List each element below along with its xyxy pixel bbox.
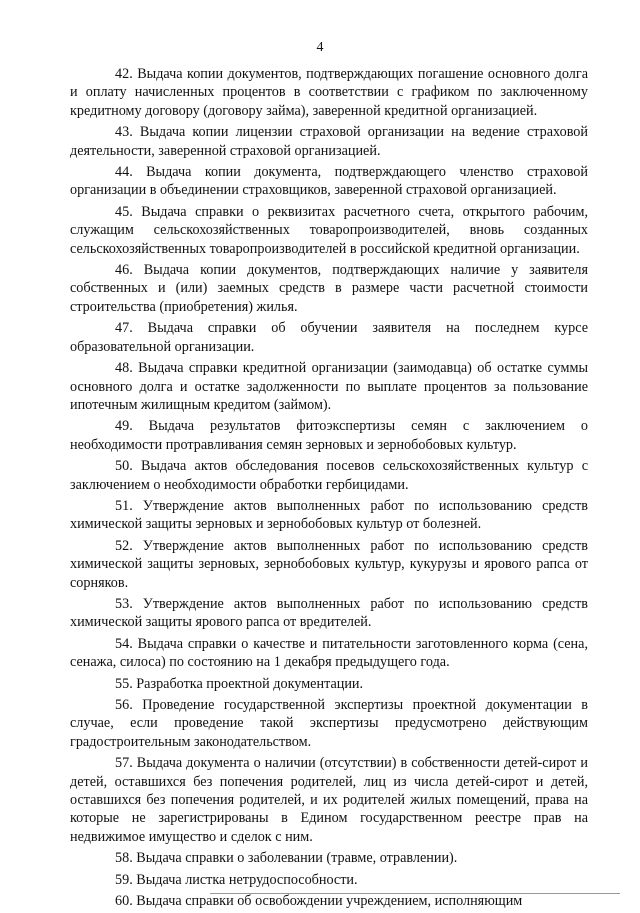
paragraph-48: 48. Выдача справки кредитной организации (заимодавца) об остатке суммы основного долга и остатке задолженности по выплате процентов за пользование ипотечным жилищным кредитом (займом).: [70, 360, 588, 413]
paragraph-56: 56. Проведение государственной экспертизы проектной документации в случае, если проведение такой экспертизы предусмотрено действующим градостроительным законодательством.: [70, 697, 588, 750]
page-number: 4: [316, 40, 324, 55]
paragraph-46: 46. Выдача копии документов, подтверждающих наличие у заявителя собственных и (или) заемных средств в размере части расчетной стоимости строительства (приобретения) жилья.: [70, 262, 588, 315]
paragraph-60: 60. Выдача справки об освобождении учреждением, исполняющим: [115, 893, 523, 910]
paragraph-49: 49. Выдача результатов фитоэкспертизы семян с заключением о необходимости протравливания семян зерновых и зернобобовых культур.: [70, 418, 588, 453]
paragraph-57: 57. Выдача документа о наличии (отсутствии) в собственности детей-сирот и детей, оставшихся без попечения родителей, лиц из числа детей-сирот и детей, оставшихся без попечения родителей, и их родителей жилых помещений, права на которые не зарегистрированы в Едином государственном реестре прав на недвижимое имущество и сделок с ним.: [70, 755, 588, 845]
paragraph-43: 43. Выдача копии лицензии страховой организации на ведение страховой деятельности, заверенной страховой организацией.: [70, 124, 588, 159]
bottom-rule: [210, 893, 620, 894]
paragraph-53: 53. Утверждение актов выполненных работ по использованию средств химической защиты ярового рапса от вредителей.: [70, 595, 588, 631]
paragraph-50: 50. Выдача актов обследования посевов сельскохозяйственных культур с заключением о необходимости обработки гербицидами.: [70, 458, 588, 493]
paragraph-55: 55. Разработка проектной документации.: [115, 675, 364, 692]
paragraph-51: 51. Утверждение актов выполненных работ по использованию средств химической защиты зерновых и зернобобовых культур от болезней.: [70, 497, 588, 533]
paragraph-42: 42. Выдача копии документов, подтверждающих погашение основного долга и оплату начисленных процентов в соответствии с графиком по заключенному кредитному договору (договору займа), заверенной кредитной организацией.: [70, 66, 588, 119]
paragraph-59: 59. Выдача листка нетрудоспособности.: [115, 871, 358, 888]
paragraph-47: 47. Выдача справки об обучении заявителя на последнем курсе образовательной организации.: [70, 320, 588, 355]
paragraph-58: 58. Выдача справки о заболевании (травме, отравлении).: [115, 850, 458, 867]
paragraph-52: 52. Утверждение актов выполненных работ по использованию средств химической защиты зерновых, зернобобовых культур, кукурузы и ярового рапса от сорняков.: [70, 537, 588, 591]
paragraph-54: 54. Выдача справки о качестве и питательности заготовленного корма (сена, сенажа, силоса) по состоянию на 1 декабря предыдущего года.: [70, 635, 588, 671]
document-body: [70, 65, 588, 913]
paragraph-45: 45. Выдача справки о реквизитах расчетного счета, открытого рабочим, служащим сельскохозяйственных товаропроизводителей, вновь созданных сельскохозяйственных товаропроизводителей в российской кредитной организации.: [70, 203, 588, 257]
paragraph-44: 44. Выдача копии документа, подтверждающего членство страховой организации в объединении страховщиков, заверенной страховой организацией.: [70, 164, 588, 199]
